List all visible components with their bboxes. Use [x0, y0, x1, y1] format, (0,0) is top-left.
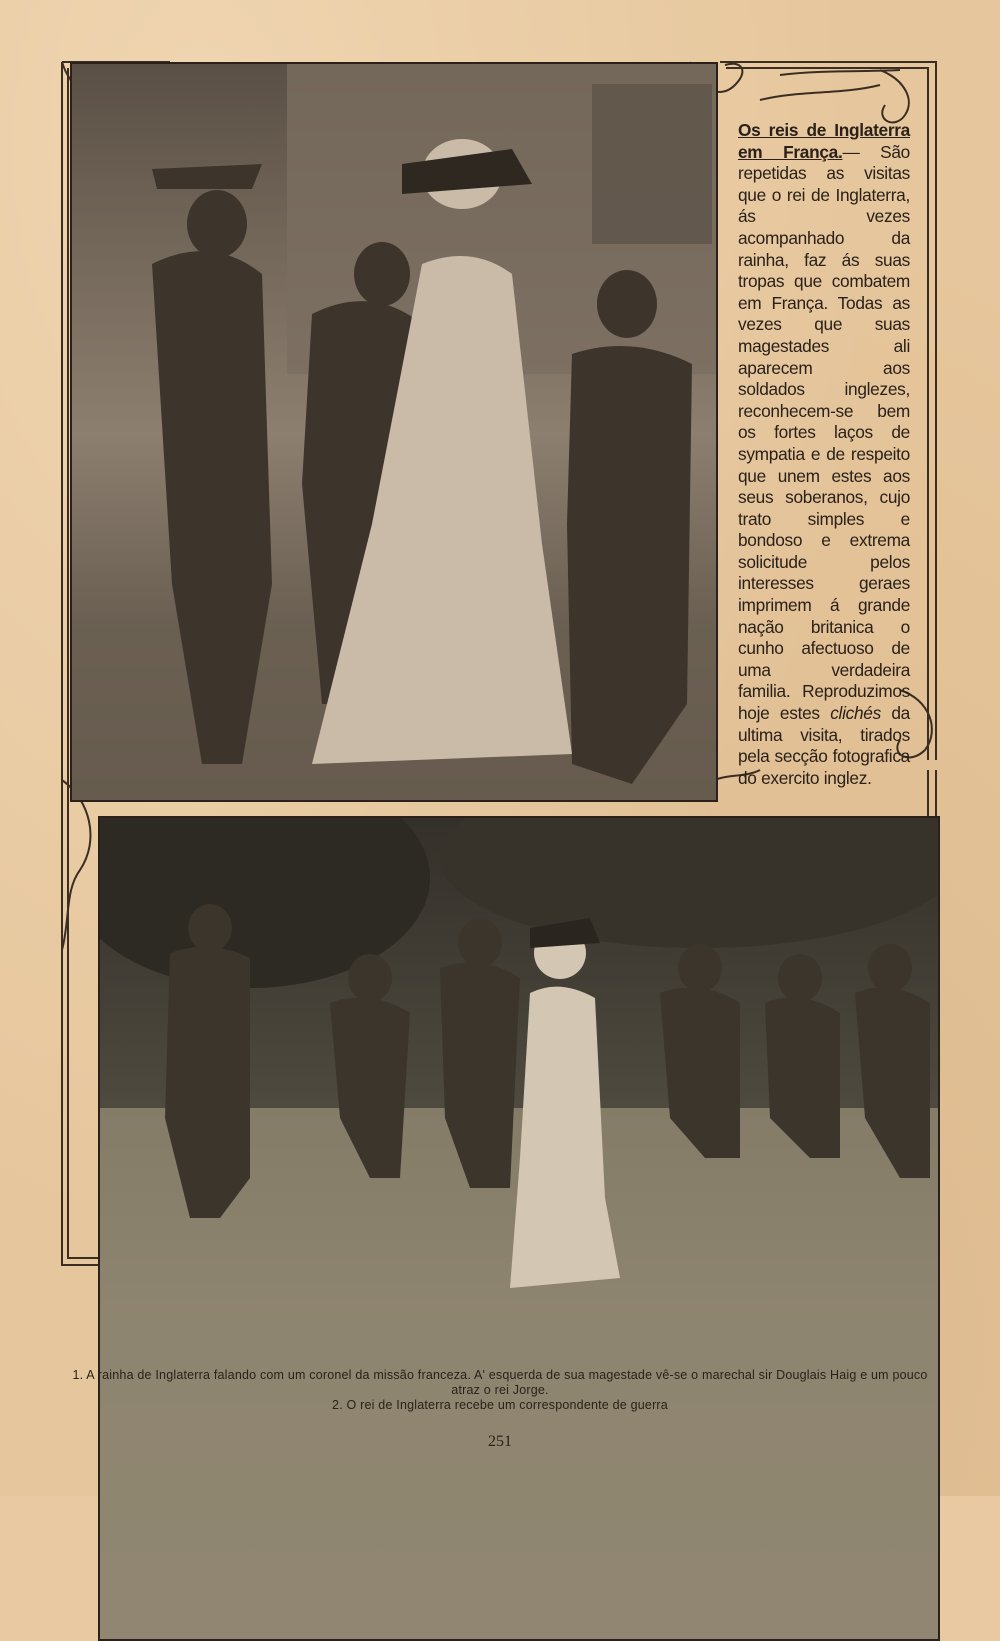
photo-queen-with-french-colonel	[70, 62, 718, 802]
caption-1: 1. A rainha de Inglaterra falando com um coronel da missão franceza. A' esquerda de sua magestade vê-se o marechal sir Douglais Haig e um pouco atraz o rei Jorge.	[72, 1368, 928, 1397]
photo-king-receives-correspondent	[98, 816, 940, 1641]
article-body-part-2: da ultima visita, tirados pela secção fotografica do exercito inglez.	[738, 703, 910, 788]
article-heading: Os reis de Inglaterra em França.	[738, 120, 910, 162]
article-body-italic: clichés	[830, 703, 881, 724]
photo-captions	[60, 1368, 940, 1413]
article-body-part-1: — São repetidas as visitas que o rei de Inglaterra, ás vezes acompanhado da rainha, faz ás suas tropas que combatem em França. Todas as vezes que suas magestades ali aparecem aos soldados inglezes, reconhecem-se bem os fortes laços de sympatia e de respeito que unem estes aos seus soberanos, cujo trato simples e bondoso e extrema solicitude pelos interesses geraes imprimem á grande nação britanica o cunho afectuoso de uma verdadeira familia. Reproduzimos hoje estes	[738, 141, 910, 724]
article-text	[738, 120, 910, 789]
page-number: 251	[488, 1433, 512, 1450]
caption-2: 2. O rei de Inglaterra recebe um correspondente de guerra	[332, 1398, 668, 1412]
